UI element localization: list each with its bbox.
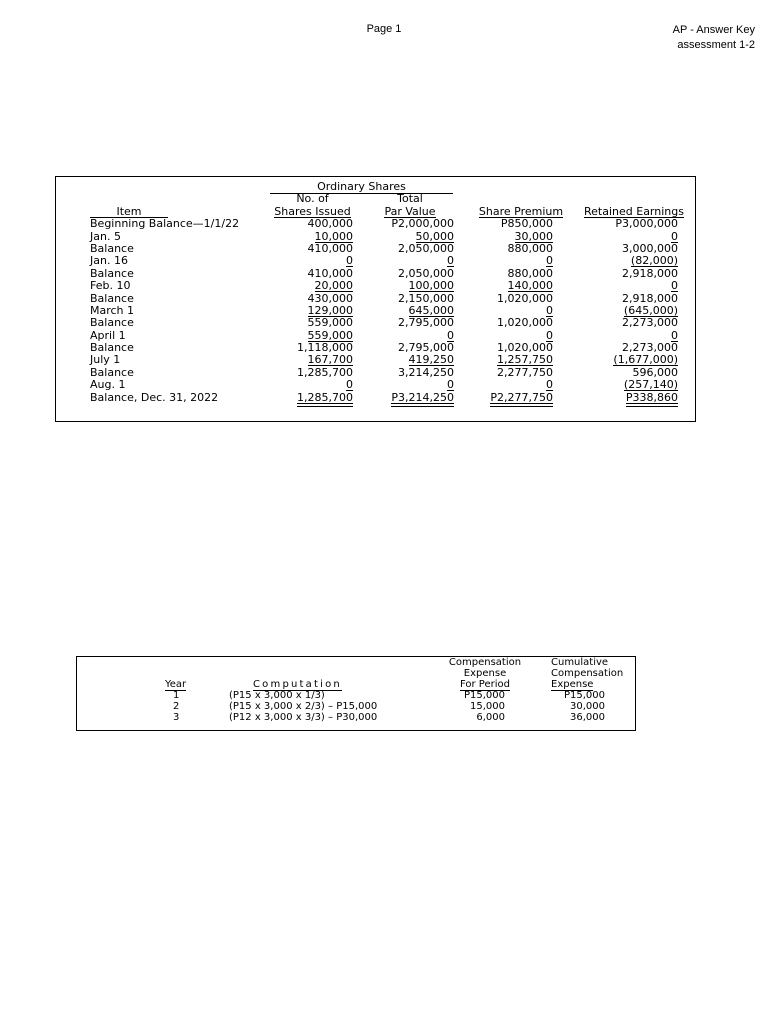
equity-par-cell: 100,000 <box>408 279 454 293</box>
equity-row <box>90 268 690 280</box>
equity-retained-cell: P338,860 <box>625 390 678 404</box>
equity-shares-cell: 400,000 <box>307 217 353 231</box>
equity-row <box>90 218 690 230</box>
comp-year-cell: 1 <box>173 690 180 701</box>
par-header-line2: Par Value <box>384 204 436 218</box>
cumulative-header <box>551 657 624 691</box>
equity-premium-cell: 0 <box>546 378 553 392</box>
equity-par-cell: 2,795,000 <box>398 341 454 355</box>
premium-header: Share Premium <box>478 204 564 218</box>
comp-cumulative-cell: 36,000 <box>570 712 605 723</box>
equity-item-cell: Balance <box>90 341 134 355</box>
equity-shares-cell: 0 <box>346 254 353 268</box>
shares-header-line2: Shares Issued <box>274 204 351 218</box>
equity-par-cell: 3,214,250 <box>398 365 454 379</box>
equity-par-cell: 2,150,000 <box>398 291 454 305</box>
equity-retained-cell: 0 <box>671 279 678 293</box>
equity-item-cell: Beginning Balance—1/1/22 <box>90 217 240 231</box>
equity-row <box>90 354 690 366</box>
equity-shares-cell: 1,118,000 <box>297 341 353 355</box>
equity-par-cell: 2,050,000 <box>398 266 454 280</box>
comp-expense-cell: 15,000 <box>470 701 505 712</box>
equity-row <box>90 330 690 342</box>
equity-par-cell: 2,050,000 <box>398 241 454 255</box>
equity-premium-cell: 880,000 <box>507 266 553 280</box>
equity-retained-cell: 2,273,000 <box>622 316 678 330</box>
equity-table-body <box>90 218 690 404</box>
equity-row <box>90 342 690 354</box>
equity-par-cell: 50,000 <box>415 229 454 243</box>
equity-premium-cell: 0 <box>546 254 553 268</box>
ordinary-shares-header: Ordinary Shares <box>317 180 406 193</box>
comp-expense-cell: 6,000 <box>476 712 505 723</box>
equity-retained-cell: 0 <box>671 328 678 342</box>
equity-item-cell: Balance <box>90 365 134 379</box>
header-subtitle: assessment 1-2 <box>677 39 755 51</box>
equity-item-cell: Balance <box>90 316 134 330</box>
equity-par-cell: P2,000,000 <box>391 217 454 231</box>
comp-computation-cell: (P12 x 3,000 x 3/3) – P30,000 <box>229 712 378 723</box>
expense-header <box>447 657 523 691</box>
comp-computation-cell: (P15 x 3,000 x 2/3) – P15,000 <box>229 701 378 712</box>
equity-shares-cell: 1,285,700 <box>297 390 353 404</box>
equity-retained-cell: P3,000,000 <box>615 217 678 231</box>
equity-par-cell: 0 <box>447 328 454 342</box>
equity-premium-cell: 30,000 <box>514 229 553 243</box>
equity-premium-cell: 2,277,750 <box>497 365 553 379</box>
equity-retained-cell: (257,140) <box>623 378 678 392</box>
equity-row <box>90 317 690 329</box>
comp-year-cell: 2 <box>173 701 180 712</box>
retained-header: Retained Earnings <box>584 204 684 218</box>
equity-item-cell: Aug. 1 <box>90 378 126 392</box>
equity-retained-cell: 3,000,000 <box>622 241 678 255</box>
equity-row <box>90 280 690 292</box>
equity-table <box>90 181 690 404</box>
equity-shares-cell: 0 <box>346 378 353 392</box>
equity-header-row-1 <box>90 193 690 205</box>
equity-row <box>90 231 690 243</box>
year-header: Year <box>165 679 187 690</box>
equity-item-cell: Balance, Dec. 31, 2022 <box>90 390 219 404</box>
equity-premium-cell: 1,257,750 <box>497 353 553 367</box>
page-number: Page 1 <box>366 23 402 35</box>
equity-row <box>90 367 690 379</box>
comp-cumulative-cell: P15,000 <box>563 690 605 701</box>
equity-par-cell: P3,214,250 <box>391 390 454 404</box>
equity-group-header-row <box>90 181 690 193</box>
equity-row <box>90 243 690 255</box>
equity-premium-cell: 140,000 <box>507 279 553 293</box>
cumulative-header-line1: Cumulative <box>551 657 609 668</box>
equity-par-cell: 645,000 <box>408 303 454 317</box>
equity-retained-cell: 2,273,000 <box>622 341 678 355</box>
cumulative-header-line3: Expense <box>551 679 594 690</box>
comp-expense-cell: P15,000 <box>463 690 505 701</box>
equity-premium-cell: 1,020,000 <box>497 291 553 305</box>
document-header <box>673 23 755 53</box>
equity-retained-cell: 2,918,000 <box>622 266 678 280</box>
compensation-table <box>77 657 635 730</box>
equity-shares-cell: 410,000 <box>307 266 353 280</box>
equity-item-cell: Feb. 10 <box>90 279 131 293</box>
item-header: Item <box>116 204 142 218</box>
equity-shares-cell: 20,000 <box>314 279 353 293</box>
equity-premium-cell: 880,000 <box>507 241 553 255</box>
equity-retained-cell: 2,918,000 <box>622 291 678 305</box>
equity-par-cell: 0 <box>447 378 454 392</box>
expense-header-line2: Expense <box>463 668 507 679</box>
equity-par-cell: 419,250 <box>408 353 454 367</box>
equity-retained-cell: 0 <box>671 229 678 243</box>
equity-item-cell: Balance <box>90 291 134 305</box>
equity-item-cell: Balance <box>90 266 134 280</box>
equity-shares-cell: 559,000 <box>307 316 353 330</box>
equity-shares-cell: 167,700 <box>307 353 353 367</box>
equity-item-cell: Jan. 5 <box>90 229 121 243</box>
equity-shares-cell: 1,285,700 <box>297 365 353 379</box>
expense-header-line3: For Period <box>460 679 510 690</box>
equity-retained-cell: (1,677,000) <box>613 353 678 367</box>
equity-premium-cell: 0 <box>546 328 553 342</box>
equity-row <box>90 255 690 267</box>
equity-premium-cell: P850,000 <box>500 217 553 231</box>
header-title: AP - Answer Key <box>672 24 755 36</box>
equity-shares-cell: 559,000 <box>307 328 353 342</box>
equity-shares-cell: 430,000 <box>307 291 353 305</box>
equity-row <box>90 305 690 317</box>
equity-retained-cell: 596,000 <box>632 365 678 379</box>
shares-header-line1: No. of <box>296 192 329 206</box>
equity-item-cell: April 1 <box>90 328 126 342</box>
equity-shares-cell: 10,000 <box>314 229 353 243</box>
equity-item-cell: March 1 <box>90 303 135 317</box>
equity-item-cell: July 1 <box>90 353 121 367</box>
cumulative-header-line2: Compensation <box>551 668 624 679</box>
computation-header: Computation <box>253 679 342 690</box>
equity-item-cell: Jan. 16 <box>90 254 128 268</box>
equity-premium-cell: 0 <box>546 303 553 317</box>
equity-premium-cell: 1,020,000 <box>497 341 553 355</box>
equity-item-cell: Balance <box>90 241 134 255</box>
equity-retained-cell: (82,000) <box>630 254 678 268</box>
equity-premium-cell: P2,277,750 <box>490 390 553 404</box>
comp-computation-cell: (P15 x 3,000 x 1/3) <box>229 690 325 701</box>
equity-shares-cell: 410,000 <box>307 241 353 255</box>
equity-par-cell: 0 <box>447 254 454 268</box>
comp-cumulative-cell: 30,000 <box>570 701 605 712</box>
par-header-line1: Total <box>397 192 423 206</box>
equity-row <box>90 392 690 404</box>
equity-row <box>90 293 690 305</box>
equity-retained-cell: (645,000) <box>623 303 678 317</box>
equity-premium-cell: 1,020,000 <box>497 316 553 330</box>
comp-year-cell: 3 <box>173 712 180 723</box>
equity-shares-cell: 129,000 <box>307 303 353 317</box>
expense-header-line1: Compensation <box>448 657 522 668</box>
equity-par-cell: 2,795,000 <box>398 316 454 330</box>
